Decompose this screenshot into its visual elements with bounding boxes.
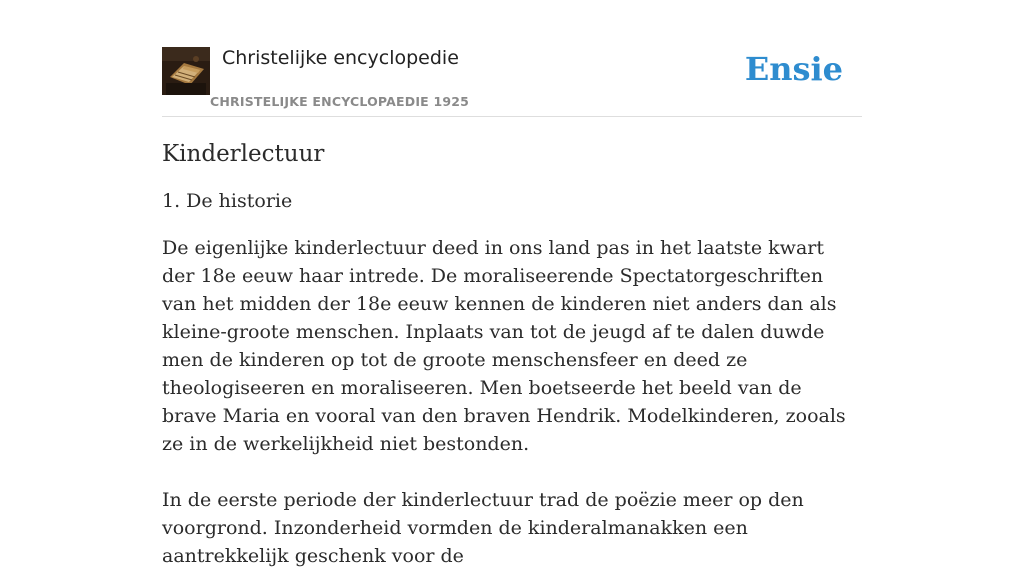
- article-content: [162, 136, 862, 570]
- article-paragraph: De eigenlijke kinderlectuur deed in ons land pas in het laatste kwart der 18e eeuw haar intrede. De moraliseerende Spectatorgeschriften van het midden der 18e eeuw kennen de kinderen niet anders dan als kleine-groote menschen. Inplaats van tot de jeugd af te dalen duwde men de kinderen op tot de groote menschensfeer en deed ze theologiseeren en moraliseeren. Men boetseerde het beeld van de brave Maria en vooral van den braven Hendrik. Modelkinderen, zooals ze in de werkelijkheid niet bestonden.: [162, 237, 846, 455]
- publication-subtitle: CHRISTELIJKE ENCYCLOPAEDIE 1925: [210, 94, 470, 109]
- ensie-logo[interactable]: Ensie: [744, 50, 843, 88]
- article-title: Kinderlectuur: [162, 141, 325, 167]
- publication-title[interactable]: Christelijke encyclopedie: [222, 47, 459, 69]
- publication-avatar[interactable]: [162, 47, 210, 95]
- section-heading: 1. De historie: [162, 190, 293, 212]
- book-image-icon: [162, 47, 210, 95]
- article-paragraph: In de eerste periode der kinderlectuur trad de poëzie meer op den voorgrond. Inzonderheid vormden de kinderalmanakken een aantrekkelijk geschenk voor de: [162, 489, 804, 567]
- publication-header: [162, 44, 862, 117]
